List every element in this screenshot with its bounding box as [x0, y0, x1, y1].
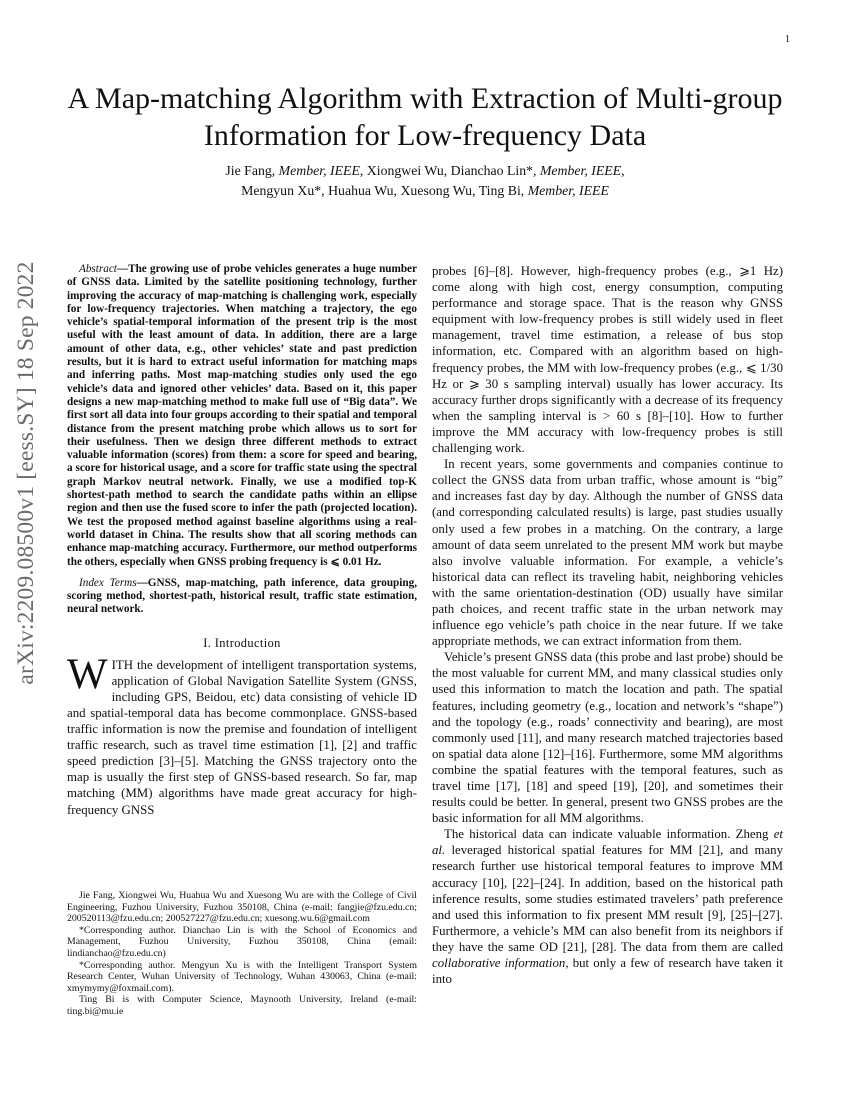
author-text: Jie Fang, — [225, 163, 279, 178]
right-column — [432, 263, 783, 987]
left-column — [67, 263, 417, 818]
author-text: , — [621, 163, 625, 178]
index-terms — [67, 577, 417, 617]
footnotes — [67, 890, 417, 1018]
author-list — [100, 161, 750, 200]
paragraph-text: ITH the development of intelligent transportation systems, application of Global Navigation Satellite System (GNSS, including GPS, Beidou, etc) data consisting of vehicle ID and spatial-temporal data has become commonplace. GNSS-based traffic information is now the premise and foundation of intelligent traffic research, such as travel time estimation [1], [2] and traffic speed prediction [3]–[5]. Matching the GNSS trajectory onto the map is usually the first step of GNSS-based research. So far, map matching (MM) algorithms have made great accuracy for high-frequency GNSS — [67, 657, 417, 817]
author-membership: Member, IEEE — [527, 182, 609, 198]
index-terms-text: —GNSS, map-matching, path inference, data grouping, scoring method, shortest-path, historical result, traffic state estimation, neural network. — [67, 576, 417, 616]
paragraph-text: , but only a few of research have taken it into — [432, 956, 783, 987]
author-text: , Xiongwei Wu, Dianchao Lin*, — [359, 163, 540, 178]
body-paragraph-4 — [432, 826, 783, 987]
paper-title: A Map-matching Algorithm with Extraction of Multi-group Information for Low-frequency Data — [67, 82, 783, 152]
paragraph-text: leveraged historical spatial features for MM [21], and many research further use historical temporal features to improve MM accuracy [10], [22]–[24]. In addition, based on the historical path inference results, some studies estimated travelers’ path preference and used this information to fix present MM result [9], [25]–[27]. Furthermore, a vehicle’s MM can also benefit from its neighbors if they have the same OD [21], [28]. The data from them are called — [432, 843, 783, 954]
author-line-2 — [100, 181, 750, 201]
emphasis-text: et al. — [432, 827, 783, 858]
footnote-affiliation: Jie Fang, Xiongwei Wu, Huahua Wu and Xuesong Wu are with the College of Civil Engineering, Fuzhou University, Fuzhou 350108, China (e-mail: fangjie@fzu.edu.cn; 200520113@fzu.edu.cn; 200527227@fzu.edu.cn; xuesong.wu.6@gmail.com — [67, 890, 417, 925]
author-text: Mengyun Xu*, Huahua Wu, Xuesong Wu, Ting Bi, — [241, 182, 528, 198]
author-membership: Member, IEEE — [278, 163, 360, 178]
abstract-lead: Abstract — [79, 263, 117, 275]
footnote-corresponding-2: *Corresponding author. Mengyun Xu is with the Intelligent Transport System Research Center, Wuhan University of Technology, Wuhan 430063, China (e-mail: xmymymy@foxmail.com). — [67, 959, 417, 994]
footnote-corresponding-1: *Corresponding author. Dianchao Lin is with the School of Economics and Management, Fuzhou University, Fuzhou 350108, China (email: lindianchao@fzu.edu.cn) — [67, 924, 417, 959]
section-heading-introduction: I. Introduction — [203, 635, 281, 650]
footnote-affiliation-2: Ting Bi is with Computer Science, Maynooth University, Ireland (e-mail: ting.bi@mu.ie — [67, 994, 417, 1017]
intro-paragraph-1 — [67, 650, 417, 818]
paragraph-text: The historical data can indicate valuable information. Zheng — [444, 827, 774, 842]
abstract-text: —The growing use of probe vehicles generates a huge number of GNSS data. Limited by the satellite positioning technology, further improving the accuracy of map-matching is challenging work, especially for low-frequency trajectories. When matching a trajectory, the ego vehicle’s spatial-temporal information of the present trip is the most useful with the least amount of data. In addition, there are a large amount of other data, e.g., other vehicles’ state and past prediction results, but it is hard to extract useful information for matching maps and inferring paths. Most map-matching studies only used the ego vehicle’s data and ignored other vehicles’ data. Based on it, this paper designs a new map-matching method to make full use of “Big data”. We first sort all data into four groups according to their spatial and temporal distance from the present matching probe which allows us to sort for their usefulness. Then we design three different methods to extract valuable information (scores) from them: a score for speed and bearing, a score for historical usage, and a score for traffic state using the spectral graph Markov neutral network. Finally, we use a modified top-K shortest-path method to search the candidate paths within an ellipse region and then use the fused score to infer the path (projected location). We test the proposed method against baseline algorithms using a real-world dataset in China. The results show that all scoring methods can enhance map-matching accuracy. Furthermore, our method outperforms the others, especially when GNSS probing frequency is ⩽ 0.01 Hz. — [67, 263, 417, 568]
author-line-1 — [100, 161, 750, 181]
body-paragraph-2: In recent years, some governments and companies continue to collect the GNSS data from urban traffic, whose amount is “big” and increases fast day by day. Although the number of GNSS data (and corresponding calculated results) is large, past studies usually only used a few probes in a matching. On the contrary, a large amount of data seem unrelated to the present MM work but maybe also involve valuable information. For example, a vehicle’s historical data can reflect its traveling habit, neighboring vehicles with the same orientation-destination (OD) usually have similar path choices, and recent traffic state in the urban network may influence ego vehicle’s path choice in the near future. If we take appropriate methods, we can extract information from them. — [432, 457, 783, 649]
body-paragraph-3: Vehicle’s present GNSS data (this probe and last probe) should be the most valuable for current MM, and many classical studies only used this information to match the location and path. The spatial features, including geometry (e.g., location and network’s “shape”) and the topology (e.g., roads’ connectivity and bearing), are most commonly used [11], and many research matched trajectories based on spatial data alone [12]–[16]. Furthermore, some MM algorithms combine the spatial features with the temporal features, such as travel time [17], [18] and speed [19], [20], and sometimes their results could be better. In general, present two GNSS probes are the basic information for all MM algorithms. — [432, 650, 783, 826]
body-paragraph-1: probes [6]–[8]. However, high-frequency probes (e.g., ⩾1 Hz) come along with high cost, energy consumption, computing performance and storage space. That is the reason why GNSS equipment with low-frequency probes is still widely used in fleet management, travel time estimation, a release of bus stop information, etc. Compared with an algorithm based on high-frequency probes, the MM with low-frequency probes (e.g., ⩽ 1/30 Hz or ⩾ 30 s sampling interval) usually has lower accuracy. Its accuracy further drops significantly with a decrease of its frequency when the sampling interval is > 60 s [8]–[10]. How to further improve the MM accuracy with low-frequency probes is still challenging work. — [432, 264, 783, 456]
arxiv-side-identifier: arXiv:2209.08500v1 [eess.SY] 18 Sep 2022 — [13, 261, 39, 685]
author-membership: Member, IEEE — [539, 163, 622, 178]
index-terms-lead: Index Terms — [79, 576, 137, 589]
abstract — [67, 263, 417, 569]
drop-cap: W — [67, 650, 108, 698]
page-number: 1 — [785, 34, 790, 45]
emphasis-text: collaborative information — [432, 956, 566, 971]
